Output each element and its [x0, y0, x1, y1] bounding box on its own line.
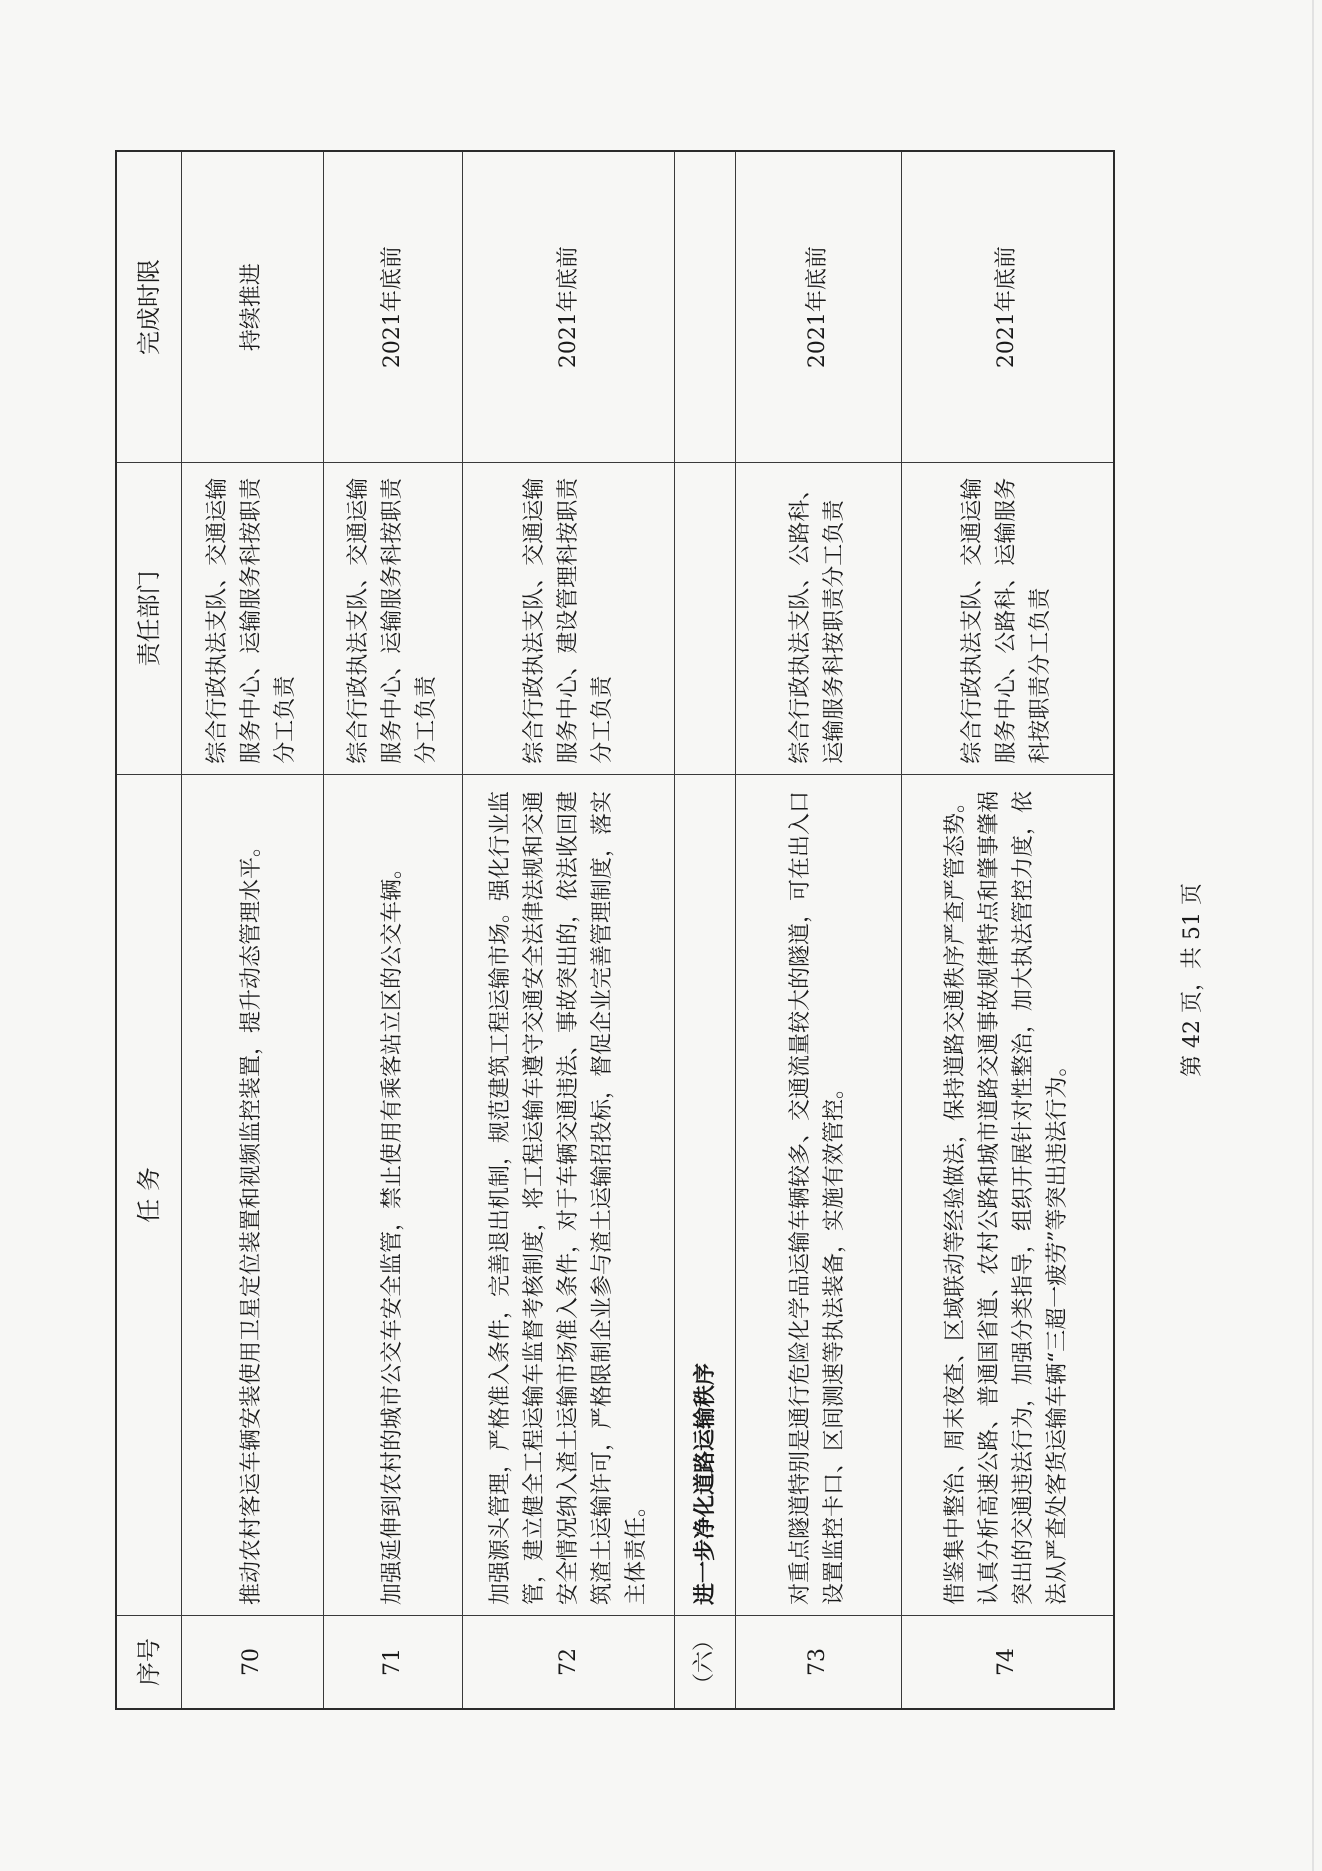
table-row: [323, 151, 462, 1709]
page-number: 第 42 页，共 51 页: [1180, 883, 1205, 1077]
row-no: 72: [463, 1616, 675, 1709]
row-deadline: 2021年底前: [463, 151, 675, 463]
section-label: （六）: [674, 1616, 735, 1709]
table-row: [736, 151, 901, 1709]
page-footer: [1175, 850, 1215, 1110]
header-task: 任 务: [116, 774, 182, 1615]
page-edge: [1312, 0, 1314, 1871]
row-no: 73: [736, 1616, 901, 1709]
row-dept: 综合行政执法支队、交通运输服务中心、运输服务科按职责分工负责: [182, 463, 324, 775]
header-no: 序号: [116, 1616, 182, 1709]
header-dept: 责任部门: [116, 463, 182, 775]
row-task: 对重点隧道特别是通行危险化学品运输车辆较多、交通流量较大的隧道，可在出入口设置监控卡口、区间测速等执法装备，实施有效管控。: [736, 774, 901, 1615]
row-deadline: 持续推进: [182, 151, 324, 463]
row-no: 74: [901, 1616, 1114, 1709]
table-row: [463, 151, 675, 1709]
row-deadline: 2021年底前: [323, 151, 462, 463]
row-task: 推动农村客运车辆安装使用卫星定位装置和视频监控装置，提升动态管理水平。: [182, 774, 324, 1615]
header-deadline: 完成时限: [116, 151, 182, 463]
table-row: [901, 151, 1114, 1709]
rotated-page: [115, 150, 1125, 1710]
header-row: [116, 151, 182, 1709]
section-row: [674, 151, 735, 1709]
row-dept: 综合行政执法支队、交通运输服务中心、建设管理科按职责分工负责: [463, 463, 675, 775]
section-empty-deadline: [674, 151, 735, 463]
task-table: [115, 150, 1115, 1710]
row-dept: 综合行政执法支队、公路科、运输服务科按职责分工负责: [736, 463, 901, 775]
section-empty-dept: [674, 463, 735, 775]
table-row: [182, 151, 324, 1709]
row-no: 71: [323, 1616, 462, 1709]
row-deadline: 2021年底前: [901, 151, 1114, 463]
row-task: 借鉴集中整治、周末夜查、区域联动等经验做法，保持道路交通秩序严查严管态势。认真分析高速公路、普通国省道、农村公路和城市道路交通事故规律特点和肇事肇祸突出的交通违法行为，加强分类指导，组织开展针对性整治，加大执法管控力度，依法从严查处客货运输车辆“三超一疲劳”等突出违法行为。: [901, 774, 1114, 1615]
row-task: 加强源头管理，严格准入条件，完善退出机制，规范建筑工程运输市场。强化行业监管，建立健全工程运输车监督考核制度，将工程运输车遵守交通安全法律法规和交通安全情况纳入渣土运输市场准入条件，对于车辆交通违法、事故突出的，依法收回建筑渣土运输许可，严格限制企业参与渣土运输招投标，督促企业完善管理制度，落实主体责任。: [463, 774, 675, 1615]
row-dept: 综合行政执法支队、交通运输服务中心、公路科、运输服务科按职责分工负责: [901, 463, 1114, 775]
row-task: 加强延伸到农村的城市公交车安全监管，禁止使用有乘客站立区的公交车辆。: [323, 774, 462, 1615]
row-dept: 综合行政执法支队、交通运输服务中心、运输服务科按职责分工负责: [323, 463, 462, 775]
section-title: 进一步净化道路运输秩序: [674, 774, 735, 1615]
row-no: 70: [182, 1616, 324, 1709]
row-deadline: 2021年底前: [736, 151, 901, 463]
